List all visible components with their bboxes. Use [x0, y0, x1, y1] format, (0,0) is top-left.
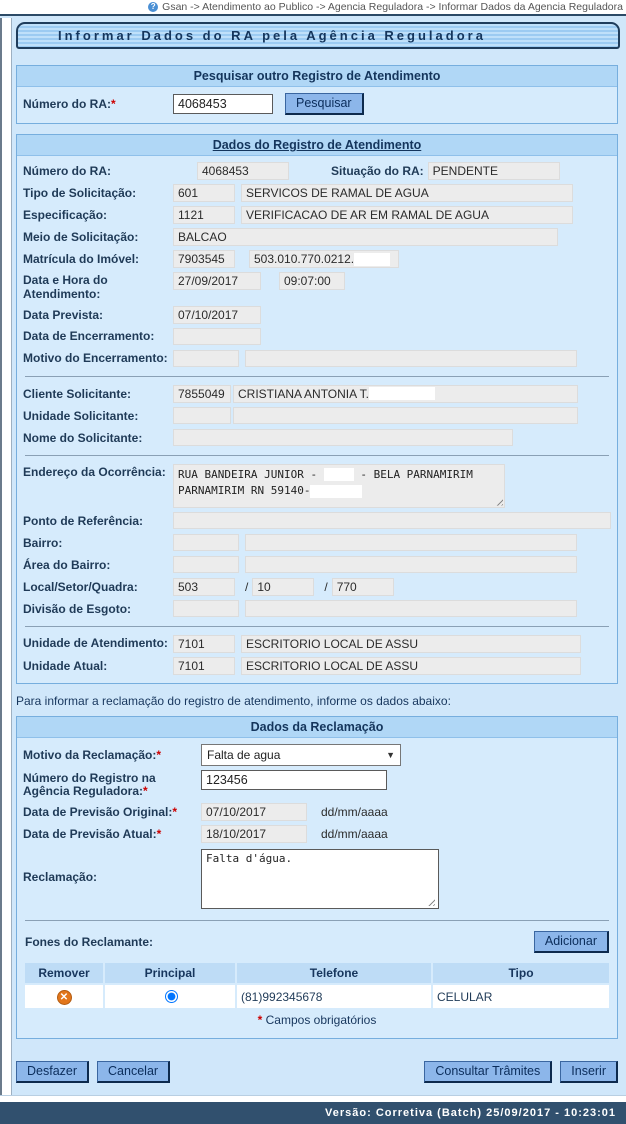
remove-icon[interactable]: ✕ [57, 990, 72, 1005]
ponto-referencia-row [23, 510, 611, 532]
ra-number-input[interactable] [173, 94, 273, 114]
version-footer [0, 1102, 626, 1124]
unidade-atendimento-code-field: 7101 [173, 635, 235, 653]
fones-reclamante-row [23, 927, 611, 959]
local-setor-quadra-label: Local/Setor/Quadra: [23, 579, 138, 594]
tipo-solicitacao-code-field: 601 [173, 184, 235, 202]
cliente-solicitante-label: Cliente Solicitante: [23, 386, 132, 401]
area-bairro-desc-field [245, 556, 577, 573]
page-title-bar [16, 22, 620, 49]
required-marker: * [257, 1013, 263, 1028]
tipo-cell: CELULAR [432, 984, 610, 1009]
motivo-reclamacao-select[interactable]: Falta de agua ▼ [201, 744, 401, 766]
unidade-solicitante-row [23, 405, 611, 427]
unidade-atual-desc-field: ESCRITORIO LOCAL DE ASSU [241, 657, 581, 675]
search-section-header: Pesquisar outro Registro de Atendimento [17, 66, 617, 87]
consultar-tramites-button[interactable]: Consultar Trâmites [424, 1061, 552, 1083]
bairro-label: Bairro: [23, 535, 63, 550]
ra-section-header: Dados do Registro de Atendimento [17, 135, 617, 156]
fone-table-row [24, 984, 610, 1009]
breadcrumb: Gsan -> Atendimento ao Publico -> Agencia Reguladora -> Informar Dados da Agencia Reguladora [162, 0, 623, 13]
data-atendimento-field: 27/09/2017 [173, 272, 261, 290]
divider [25, 455, 609, 456]
fones-table [23, 961, 611, 1010]
telefone-column-header: Telefone [236, 962, 432, 984]
motivo-encerramento-desc-field [245, 350, 577, 367]
nome-solicitante-label: Nome do Solicitante: [23, 430, 143, 445]
tipo-solicitacao-row [23, 182, 611, 204]
matricula-imovel-label: Matrícula do Imóvel: [23, 252, 140, 267]
divider [25, 920, 609, 921]
ra-data-section [16, 134, 618, 684]
slash-separator: / [324, 579, 328, 594]
numero-ra-label: Número do RA: [23, 164, 111, 179]
endereco-ocorrencia-row [23, 462, 611, 510]
version-text: Versão: Corretiva (Batch) 25/09/2017 - 10:23:01 [325, 1107, 616, 1120]
unidade-atual-code-field: 7101 [173, 657, 235, 675]
reclamacao-texto-label: Reclamação: [23, 870, 98, 885]
required-marker: * [172, 805, 178, 820]
main-frame [0, 14, 626, 1095]
unidade-atendimento-desc-field: ESCRITORIO LOCAL DE ASSU [241, 635, 581, 653]
reclamacao-section [16, 716, 618, 1040]
motivo-reclamacao-label: Motivo da Reclamação:* [23, 747, 162, 762]
chevron-down-icon: ▼ [386, 749, 395, 760]
date-format-hint: dd/mm/aaaa [321, 805, 388, 820]
principal-cell [104, 984, 236, 1009]
desfazer-button[interactable]: Desfazer [16, 1061, 89, 1083]
especificacao-code-field: 1121 [173, 206, 235, 224]
bairro-row [23, 532, 611, 554]
redaction-patch [354, 253, 390, 266]
data-encerramento-row [23, 326, 611, 348]
data-prevista-field: 07/10/2017 [173, 306, 261, 324]
bairro-desc-field [245, 534, 577, 551]
divider [25, 376, 609, 377]
reclamacao-textarea[interactable] [201, 849, 439, 909]
adicionar-button[interactable]: Adicionar [534, 931, 609, 953]
remover-column-header: Remover [24, 962, 104, 984]
page-title: Informar Dados do RA pela Agência Reguladora [58, 28, 486, 43]
data-hora-atendimento-label: Data e Hora do Atendimento: [23, 273, 108, 301]
ponto-referencia-label: Ponto de Referência: [23, 513, 144, 528]
tipo-solicitacao-label: Tipo de Solicitação: [23, 186, 137, 201]
especificacao-row [23, 204, 611, 226]
tipo-solicitacao-desc-field: SERVICOS DE RAMAL DE AGUA [241, 184, 573, 202]
inserir-button[interactable]: Inserir [560, 1061, 618, 1083]
redaction-patch [310, 485, 362, 498]
cliente-code-field: 7855049 [173, 385, 231, 403]
data-previsao-atual-field: 18/10/2017 [201, 825, 307, 843]
pesquisar-button[interactable]: Pesquisar [285, 93, 364, 115]
required-fields-note: * Campos obrigatórios [257, 1013, 377, 1028]
telefone-cell: (81)992345678 [236, 984, 432, 1009]
local-field: 503 [173, 578, 235, 596]
matricula-imovel-row [23, 248, 611, 270]
motivo-encerramento-code-field [173, 350, 239, 367]
situacao-ra-field: PENDENTE [428, 162, 560, 180]
reclamacao-section-header: Dados da Reclamação [17, 717, 617, 738]
ra-search-row [23, 91, 611, 117]
reclamacao-texto-row [23, 847, 611, 914]
motivo-encerramento-label: Motivo do Encerramento: [23, 350, 168, 365]
instruction-text: Para informar a reclamação do registro de atendimento, informe os dados abaixo: [16, 693, 451, 708]
nome-solicitante-row [23, 427, 611, 449]
data-prevista-row [23, 304, 611, 326]
area-bairro-row [23, 554, 611, 576]
divisao-esgoto-row [23, 598, 611, 620]
date-format-hint: dd/mm/aaaa [321, 827, 388, 842]
unidade-atendimento-label: Unidade de Atendimento: [23, 635, 168, 650]
meio-solicitacao-field: BALCAO [173, 228, 558, 246]
fones-table-header-row [24, 962, 610, 984]
unidade-solicitante-code-field [173, 407, 231, 424]
divider [25, 626, 609, 627]
divisao-esgoto-label: Divisão de Esgoto: [23, 601, 132, 616]
bairro-code-field [173, 534, 239, 551]
especificacao-label: Especificação: [23, 208, 108, 223]
data-previsao-atual-row [23, 823, 611, 845]
motivo-reclamacao-row [23, 742, 611, 768]
cliente-solicitante-row [23, 383, 611, 405]
nome-solicitante-field [173, 429, 513, 446]
data-previsao-original-label: Data de Previsão Original:* [23, 805, 178, 820]
unidade-atendimento-row [23, 633, 611, 655]
ponto-referencia-field [173, 512, 611, 529]
local-setor-quadra-row [23, 576, 611, 598]
data-hora-atendimento-row [23, 270, 611, 304]
principal-column-header: Principal [104, 962, 236, 984]
quadra-field: 770 [332, 578, 394, 596]
data-previsao-original-field: 07/10/2017 [201, 803, 307, 821]
matricula-code-field: 7903545 [173, 250, 235, 268]
principal-radio[interactable] [165, 990, 178, 1003]
hora-atendimento-field: 09:07:00 [279, 272, 345, 290]
footer-gap [0, 1095, 626, 1102]
data-previsao-atual-label: Data de Previsão Atual:* [23, 827, 162, 842]
numero-registro-agencia-row [23, 768, 611, 802]
endereco-ocorrencia-label: Endereço da Ocorrência: [23, 464, 166, 479]
remover-cell [24, 984, 104, 1009]
divisao-esgoto-code-field [173, 600, 239, 617]
unidade-atual-label: Unidade Atual: [23, 658, 108, 673]
tipo-column-header: Tipo [432, 962, 610, 984]
data-encerramento-label: Data de Encerramento: [23, 328, 155, 343]
situacao-ra-label: Situação do RA: [331, 164, 424, 179]
redaction-patch [324, 468, 354, 481]
setor-field: 10 [252, 578, 314, 596]
required-marker: * [156, 747, 162, 762]
meio-solicitacao-label: Meio de Solicitação: [23, 230, 139, 245]
help-icon[interactable]: ? [148, 2, 158, 12]
area-bairro-label: Área do Bairro: [23, 557, 111, 572]
fones-reclamante-label: Fones do Reclamante: [25, 935, 154, 950]
data-previsao-original-row [23, 801, 611, 823]
data-prevista-label: Data Prevista: [23, 307, 104, 322]
required-marker: * [156, 827, 162, 842]
redaction-patch [369, 387, 435, 400]
ra-number-label: Número do RA:* [23, 97, 116, 112]
endereco-ocorrencia-textarea: RUA BANDEIRA JUNIOR - - BELA PARNAMIRIM PARNAMIRIM RN 59140- [173, 464, 505, 508]
unidade-atual-row [23, 655, 611, 677]
numero-ra-row [23, 160, 611, 182]
cliente-nome-field: CRISTIANA ANTONIA T. [233, 385, 578, 403]
search-section [16, 65, 618, 124]
unidade-solicitante-label: Unidade Solicitante: [23, 408, 139, 423]
required-marker: * [111, 97, 116, 112]
unidade-solicitante-desc-field [233, 407, 578, 424]
numero-registro-agencia-label: Número do Registro na Agência Reguladora:* [23, 770, 156, 799]
required-marker: * [143, 784, 148, 799]
motivo-encerramento-row [23, 348, 611, 370]
area-bairro-code-field [173, 556, 239, 573]
especificacao-desc-field: VERIFICACAO DE AR EM RAMAL DE AGUA [241, 206, 573, 224]
cancelar-button[interactable]: Cancelar [97, 1061, 170, 1083]
action-buttons-row [16, 1061, 618, 1083]
numero-registro-agencia-input[interactable] [201, 770, 387, 790]
divisao-esgoto-desc-field [245, 600, 577, 617]
numero-ra-field: 4068453 [197, 162, 289, 180]
breadcrumb-bar [0, 0, 626, 14]
matricula-inscricao-field: 503.010.770.0212. [249, 250, 399, 268]
slash-separator: / [245, 579, 249, 594]
data-encerramento-field [173, 328, 261, 345]
meio-solicitacao-row [23, 226, 611, 248]
